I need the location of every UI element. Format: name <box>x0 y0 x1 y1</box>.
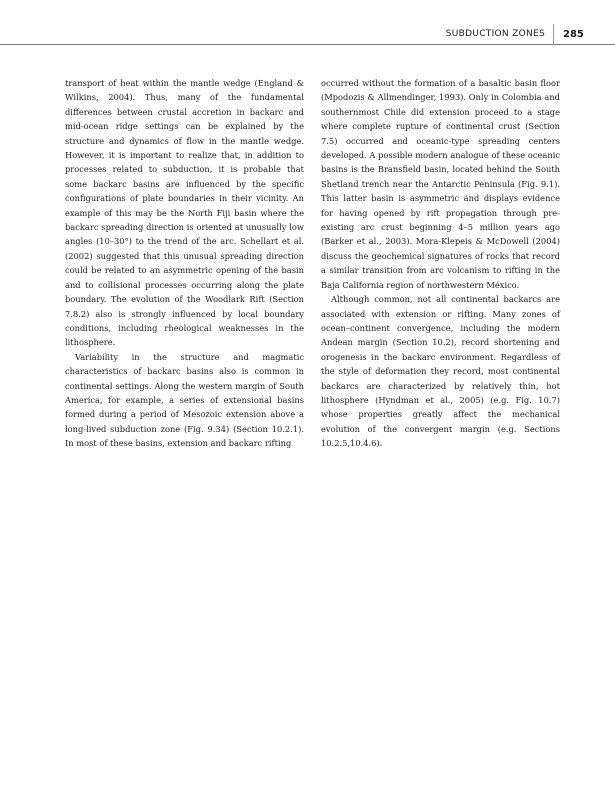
paragraph: transport of heat within the mantle wedge (England & Wilkins, 2004). Thus, many of the fundamental differences between crustal accretion in backarc and mid-ocean ridge settings can be explained by the structure and dynamics of flow in the mantle wedge. However, it is important to realize that, in addition to processes related to subduction, it is probable that some backarc basins are influenced by the specific configurations of plate boundaries in their vicinity. An example of this may be the North Fiji basin where the backarc spreading direction is oriented at unusually low angles (10–30°) to the trend of the arc. Schellart et al. (2002) suggested that this unusual spreading direction could be related to an asymmetric opening of the basin and to collisional processes occurring along the plate boundary. The evolution of the Woodlark Rift (Section 7.8.2) also is strongly influenced by local boundary conditions, including rheological weaknesses in the lithosphere. <box>65 78 304 348</box>
paragraph: occurred without the formation of a basaltic basin floor (Mpodozis & Allmendinger, 1993). Only in Colombia and southernmost Chile did extension proceed to a stage where complete rupture of continental crust (Section 7.5) occurred and oceanic-type spreading centers developed. A possible modern analogue of these oceanic basins is the Bransfield basin, located behind the South Shetland trench near the Antarctic Peninsula (Fig. 9.1). This latter basin is asymmetric and displays evidence for having opened by rift propagation through pre-existing arc crust beginning 4–5 million years ago (Barker et al., 2003). Mora-Klepeis & McDowell (2004) discuss the geochemical signatures of rocks that record a similar transition from arc volcanism to rifting in the Baja California region of northwestern México. <box>321 78 560 290</box>
right-column <box>321 76 560 451</box>
paragraph: Variability in the structure and magmatic characteristics of backarc basins also is common in continental settings. Along the western margin of South America, for example, a series of extensional basins formed during a period of Mesozoic extension above a long-lived subduction zone (Fig. 9.34) (Section 10.2.1). In most of these basins, extension and backarc rifting <box>65 351 304 449</box>
page-number: 285 <box>563 29 584 40</box>
paragraph: Although common, not all continental backarcs are associated with extension or rifting. Many zones of ocean–continent convergence, including the modern Andean margin (Section 10.2), record shortening and orogenesis in the backarc environment. Regardless of the style of deformation they record, most continental backarcs are characterized by relatively thin, hot lithosphere (Hyndman et al., 2005) (e.g. Fig. 10.7) whose properties greatly affect the mechanical evolution of the convergent margin (e.g. Sections 10.2.5,10.4.6). <box>321 294 560 449</box>
header-separator <box>553 24 554 45</box>
left-column <box>65 76 304 451</box>
running-title: SUBDUCTION ZONES <box>445 29 545 39</box>
